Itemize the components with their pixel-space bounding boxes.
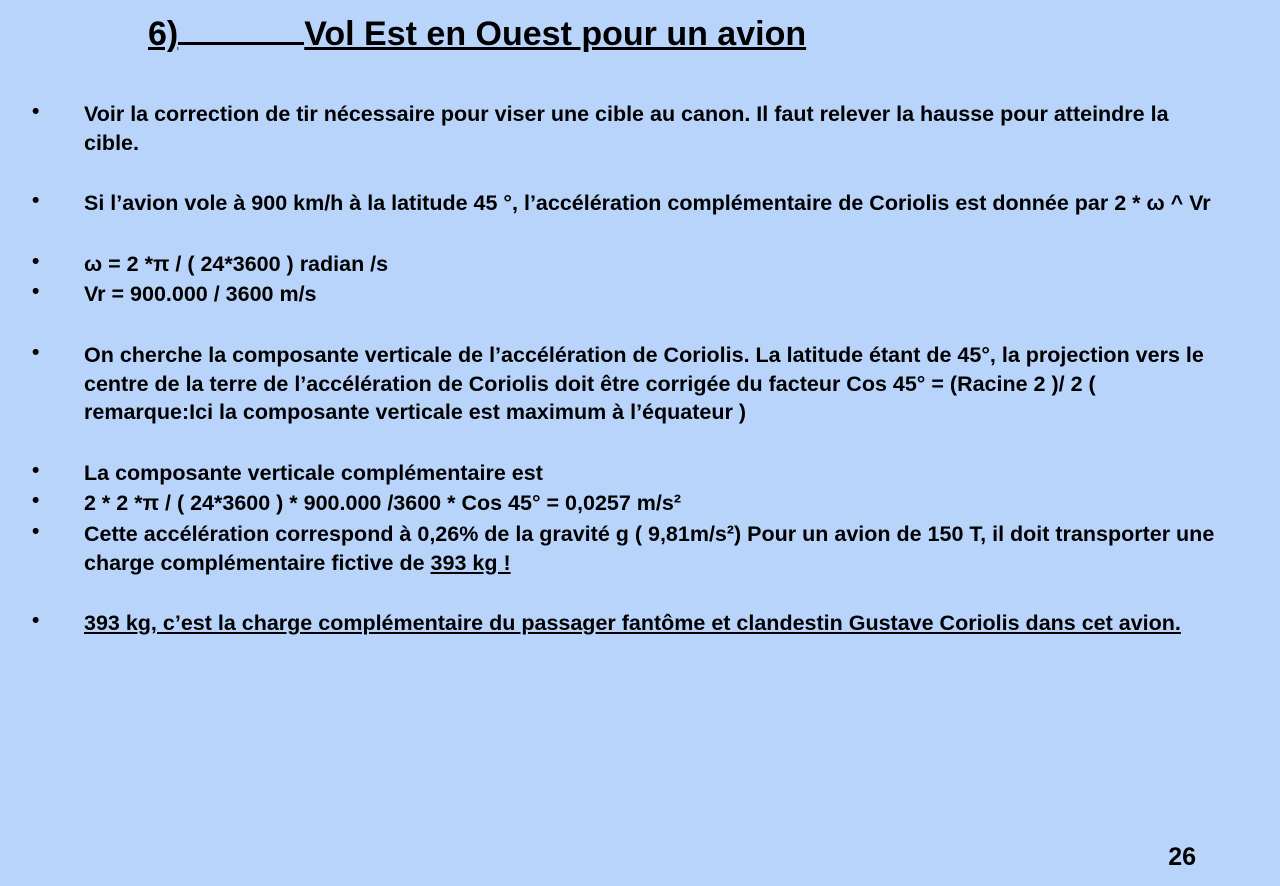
page-number: 26 xyxy=(1168,843,1196,871)
bullet-text: Voir la correction de tir nécessaire pour viser une cible au canon. Il faut relever la hausse pour atteindre la cible. xyxy=(84,102,1169,155)
title-text: Vol Est en Ouest pour un avion xyxy=(304,15,807,53)
bullet-composante-verticale xyxy=(18,341,1220,427)
bullet-text: ω = 2 *π / ( 24*3600 ) radian /s xyxy=(84,251,389,276)
bullet-avion-vitesse xyxy=(18,189,1220,218)
bullet-gravite xyxy=(18,520,1220,577)
bullet-vr xyxy=(18,280,1220,309)
bullet-correction-tir xyxy=(18,100,1220,157)
title-underline-spacer xyxy=(178,12,304,45)
bullet-text-emphasis: 393 kg ! xyxy=(430,550,511,575)
bullet-text: La composante verticale complémentaire est xyxy=(84,460,543,485)
bullet-text: Si l’avion vole à 900 km/h à la latitude 45 °, l’accélération complémentaire de Coriolis est donnée par 2 * ω ^ Vr xyxy=(84,191,1211,216)
title-number: 6) xyxy=(148,15,179,53)
bullet-calcul xyxy=(18,489,1220,518)
bullet-omega xyxy=(18,250,1220,279)
bullet-text: 2 * 2 *π / ( 24*3600 ) * 900.000 /3600 * Cos 45° = 0,0257 m/s² xyxy=(84,491,681,516)
bullet-text: 393 kg, c’est la charge complémentaire du passager fantôme et clandestin Gustave Coriolis dans cet avion. xyxy=(84,611,1181,636)
bullet-text: On cherche la composante verticale de l’accélération de Coriolis. La latitude étant de 45°, la projection vers le centre de la terre de l’accélération de Coriolis doit être corrigée du facteur Cos 45° = (Racine 2 )/ 2 ( remarque:Ici la composante verticale est maximum à l’équateur ) xyxy=(84,342,1204,425)
bullet-list xyxy=(18,100,1220,638)
bullet-composante-complementaire xyxy=(18,459,1220,488)
slide-title xyxy=(148,0,1160,54)
bullet-conclusion xyxy=(18,609,1220,638)
bullet-text: Vr = 900.000 / 3600 m/s xyxy=(84,282,317,307)
slide-body xyxy=(0,100,1280,638)
bullet-text: Cette accélération correspond à 0,26% de la gravité g ( 9,81m/s²) Pour un avion de 150 T, il doit transporter une charge complémentaire fictive de xyxy=(84,521,1215,575)
